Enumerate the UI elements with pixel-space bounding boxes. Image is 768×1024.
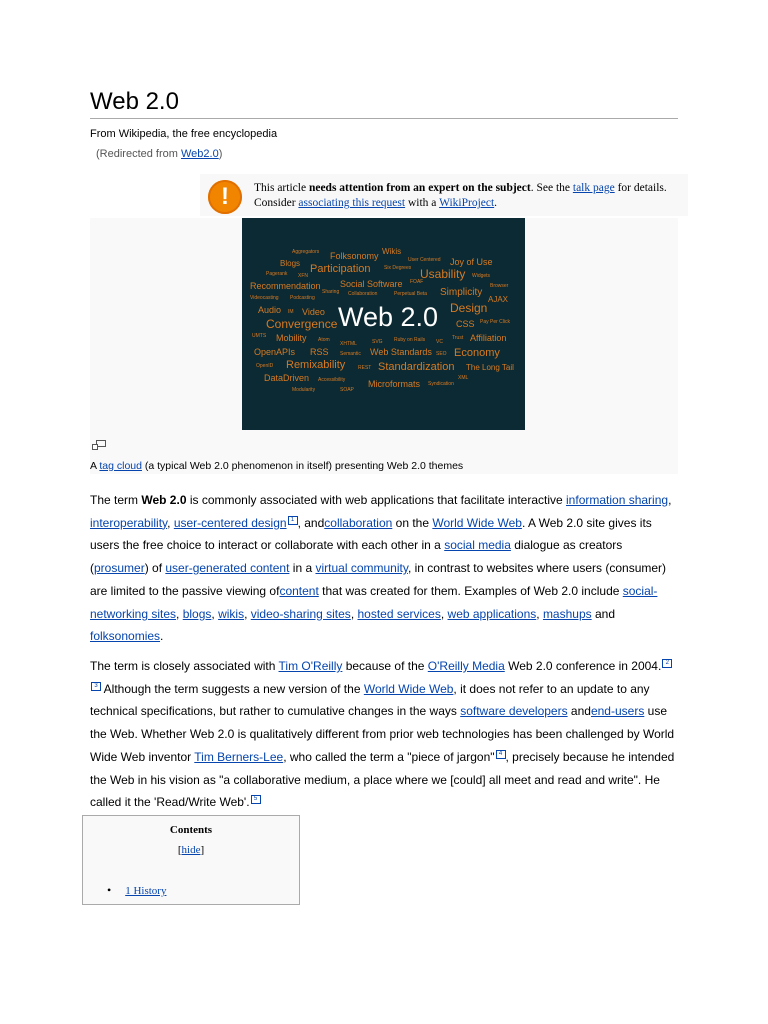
tag-cloud-word: Ruby on Rails: [394, 337, 426, 343]
tag-cloud-word: XFN: [298, 273, 308, 279]
link-collaboration[interactable]: collaboration: [324, 515, 393, 530]
text: is commonly associated with web applications that facilitate interactive: [186, 493, 567, 507]
tag-cloud-word: DataDriven: [264, 373, 310, 383]
tag-cloud-word: REST: [358, 365, 372, 371]
tag-cloud-word: Atom: [318, 337, 330, 343]
tag-cloud-word: Standardization: [378, 361, 455, 373]
exclamation-icon: !: [208, 180, 242, 214]
tag-cloud-word: Collaboration: [348, 291, 378, 297]
tag-cloud-word: Joy of Use: [450, 257, 493, 267]
tag-cloud-image[interactable]: [242, 218, 525, 430]
link-folksonomies[interactable]: folksonomies: [90, 629, 161, 644]
link-video-sharing-sites[interactable]: video-sharing sites: [250, 606, 351, 621]
text: , it does not refer to an update to any technical specifications, but rather to cumulative changes in the ways: [90, 681, 650, 719]
associate-request-link[interactable]: associating this request: [298, 197, 406, 209]
tag-cloud-word: FOAF: [410, 279, 424, 285]
tag-cloud-word: Microformats: [368, 379, 421, 389]
text: on the: [392, 515, 433, 530]
notice-text: [254, 181, 684, 211]
redirect-notice: [96, 148, 222, 160]
text: ) of: [144, 561, 166, 576]
reference-4[interactable]: 4: [496, 750, 506, 759]
text: ,: [536, 606, 543, 621]
wikiproject-link[interactable]: WikiProject: [439, 197, 495, 209]
link-information-sharing[interactable]: information sharing: [566, 493, 669, 507]
tag-cloud-word: Recommendation: [250, 281, 321, 291]
site-tagline: From Wikipedia, the free encyclopedia: [90, 128, 278, 140]
expert-attention-notice: [200, 174, 688, 216]
intro-paragraph: [90, 489, 680, 648]
tag-cloud-word: Aggregators: [292, 249, 320, 255]
notice-emphasis: needs attention from an expert on the subject: [308, 182, 531, 194]
tag-cloud-word: Pay Per Click: [480, 319, 511, 325]
tag-cloud-word: Trust: [452, 335, 464, 341]
text: dialogue as creators (: [90, 538, 623, 576]
link-tim-berners-lee[interactable]: Tim Berners-Lee: [194, 749, 284, 764]
tag-cloud-word: Simplicity: [440, 287, 483, 298]
tag-cloud-word: Perpetual Beta: [394, 291, 428, 297]
magnify-clip-icon[interactable]: [92, 440, 106, 450]
tag-cloud-word: OpenID: [256, 363, 274, 369]
bullet: •: [107, 883, 112, 897]
tag-cloud-word: Convergence: [266, 317, 338, 331]
bracket: [: [177, 844, 182, 856]
thumbnail-figure: [90, 218, 678, 474]
tag-cloud-word: Videocasting: [250, 295, 279, 301]
link-world-wide-web[interactable]: World Wide Web: [432, 515, 522, 530]
text: and: [591, 606, 615, 621]
tag-cloud-word: Browser: [490, 283, 509, 289]
text: . A Web 2.0 site gives its users the free choice to interact or collaborate with each other in a: [90, 515, 652, 553]
tag-cloud-word: XHTML: [340, 341, 357, 347]
tag-cloud-word: XML: [458, 375, 469, 381]
toc-link-history[interactable]: 1 History: [125, 885, 167, 897]
text: , precisely because he intended the Web in his vision as "a collaborative medium, a place where we [could] all meet and read and write". He called it the 'Read/Write Web'.: [90, 749, 675, 810]
text: , and: [297, 515, 325, 530]
text: use the Web. Whether Web 2.0 is qualitatively different from prior web technologies has been challenged by World Wide Web inventor: [90, 704, 675, 764]
link-social-media[interactable]: social media: [444, 538, 511, 553]
link-wikis[interactable]: wikis: [218, 606, 245, 621]
link-hosted-services[interactable]: hosted services: [357, 606, 441, 621]
toc-hide-toggle: [83, 844, 299, 856]
tag-cloud-word: IM: [288, 309, 294, 315]
notice-text-part: .: [494, 197, 498, 209]
notice-text-part: This article: [254, 182, 309, 194]
text: The term is closely associated with: [90, 659, 279, 673]
tag-cloud-word: Design: [450, 301, 488, 315]
link-end-users[interactable]: end-users: [590, 704, 645, 719]
tag-cloud-word: OpenAPIs: [254, 347, 296, 357]
toc-title: Contents: [169, 824, 213, 836]
page-title: Web 2.0: [90, 88, 179, 115]
term-bold: Web 2.0: [141, 493, 187, 507]
tag-cloud-word: CSS: [456, 319, 475, 329]
link-world-wide-web-2[interactable]: World Wide Web: [363, 681, 454, 696]
tag-cloud-word: RSS: [310, 347, 329, 357]
link-prosumer[interactable]: prosumer: [94, 561, 145, 576]
link-virtual-community[interactable]: virtual community: [315, 561, 408, 576]
tag-cloud-word: Web Standards: [370, 347, 432, 357]
redirect-prefix: (Redirected from: [96, 148, 181, 160]
bracket: ]: [200, 844, 205, 856]
redirect-suffix: ): [218, 148, 223, 160]
figure-caption: [90, 460, 463, 472]
tag-cloud-word: Web 2.0: [338, 302, 439, 332]
tag-cloud-word: The Long Tail: [466, 363, 514, 372]
text: Web 2.0 conference in 2004.: [504, 659, 662, 673]
redirect-link[interactable]: Web2.0: [180, 148, 219, 160]
text: ,: [244, 606, 251, 621]
text: ,: [211, 606, 219, 621]
tag-cloud-word: Affiliation: [470, 333, 507, 343]
link-user-generated-content[interactable]: user-generated content: [165, 561, 290, 576]
reference-2[interactable]: 2: [662, 659, 672, 668]
link-interoperability[interactable]: interoperability: [90, 515, 168, 530]
tag-cloud-word: UMTS: [252, 333, 267, 339]
reference-5[interactable]: 5: [251, 795, 261, 804]
toc-item-history: [107, 883, 166, 898]
text: , in contrast to websites where users (consumer) are limited to the passive viewing of: [90, 561, 667, 598]
text: Although the term suggests a new version of the: [101, 681, 364, 696]
tag-cloud-word: Social Software: [340, 279, 403, 289]
tag-cloud-word: SOAP: [340, 387, 354, 393]
link-tim-oreilly[interactable]: Tim O'Reilly: [278, 659, 343, 673]
notice-text-part: . See the: [530, 182, 573, 194]
link-user-centered-design[interactable]: user-centered design: [173, 515, 287, 530]
tag-cloud-word: Wikis: [382, 247, 402, 256]
tag-cloud-word: Video: [302, 307, 325, 317]
text: ,: [350, 606, 358, 621]
link-mashups[interactable]: mashups: [542, 606, 592, 621]
tag-cloud-word: Mobility: [276, 333, 307, 343]
tag-cloud-word: Sharing: [322, 289, 340, 295]
tag-cloud-word: Six Degrees: [384, 265, 412, 271]
reference-1[interactable]: 1: [288, 516, 298, 525]
tag-cloud-word: Usability: [420, 267, 466, 281]
text: because of the: [342, 659, 428, 673]
tag-cloud-word: VC: [436, 339, 443, 345]
text: .: [160, 629, 164, 644]
text: in a: [289, 561, 316, 576]
toc-hide-link[interactable]: hide: [181, 844, 201, 856]
tag-cloud-word: Modularity: [292, 387, 316, 393]
tag-cloud-word: Podcasting: [290, 295, 315, 301]
link-web-applications[interactable]: web applications: [447, 606, 537, 621]
reference-3[interactable]: 3: [91, 682, 101, 691]
talk-page-link[interactable]: talk page: [572, 182, 615, 194]
text: ,: [176, 606, 183, 621]
tag-cloud-word: Syndication: [428, 381, 454, 387]
tag-cloud-word: User Centered: [408, 257, 441, 263]
tag-cloud-word: Widgets: [472, 273, 491, 279]
link-content[interactable]: content: [279, 583, 319, 598]
tag-cloud-word: Semantic: [340, 351, 361, 357]
notice-text-part: for details. Consider: [254, 182, 667, 209]
text: ,: [440, 606, 448, 621]
tag-cloud-link[interactable]: tag cloud: [99, 460, 142, 472]
tag-cloud-word: SVG: [372, 339, 383, 345]
link-oreilly-media[interactable]: O'Reilly Media: [427, 659, 505, 673]
tag-cloud-word: Audio: [258, 305, 282, 315]
text: and: [567, 704, 591, 719]
link-software-developers[interactable]: software developers: [460, 704, 568, 719]
text: , who called the term a "piece of jargon": [283, 749, 495, 764]
tag-cloud-word: Economy: [454, 347, 500, 359]
tag-cloud-word: Accessibility: [318, 377, 346, 383]
tag-cloud-word: Pagerank: [266, 271, 288, 277]
tag-cloud-word: Participation: [310, 263, 371, 275]
text: ,: [668, 493, 672, 507]
link-social-networking-sites[interactable]: social-networking sites: [90, 583, 658, 621]
notice-text-part: with a: [405, 197, 440, 209]
tag-cloud-word: AJAX: [488, 295, 509, 304]
tag-cloud-word: Folksonomy: [330, 251, 379, 261]
link-blogs[interactable]: blogs: [182, 606, 212, 621]
text: ,: [167, 515, 174, 530]
caption-text: A: [90, 460, 100, 472]
table-of-contents: [82, 815, 300, 905]
text: that was created for them. Examples of Web 2.0 include: [318, 583, 623, 598]
tag-cloud-word: Remixability: [286, 359, 346, 371]
text: The term: [90, 493, 142, 507]
tag-cloud-word: SEO: [436, 351, 447, 357]
title-divider: [90, 118, 678, 119]
tag-cloud-word: Blogs: [280, 259, 301, 268]
history-paragraph: [90, 655, 680, 814]
caption-text: (a typical Web 2.0 phenomenon in itself) presenting Web 2.0 themes: [141, 460, 464, 472]
